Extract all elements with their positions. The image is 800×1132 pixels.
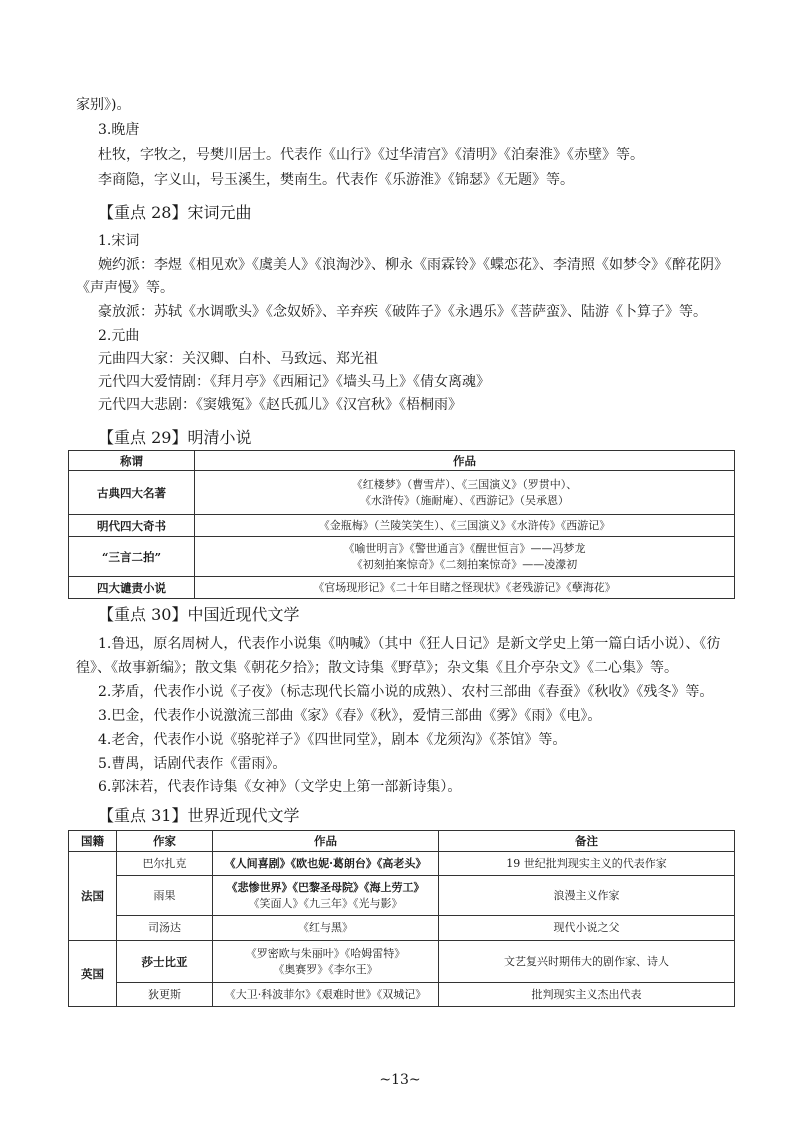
section-30-line: 5.曹禺，话剧代表作《雷雨》。 (98, 756, 287, 772)
works-line: 《大卫·科波菲尔》《艰难时世》《双城记》 (224, 987, 427, 1001)
section-30-line: 4.老舍，代表作小说《骆驼祥子》《四世同堂》，剧本《龙须沟》《茶馆》等。 (98, 732, 567, 748)
author-cell: 雨果 (117, 876, 213, 916)
title-cell: 四大谴责小说 (69, 577, 195, 599)
title-cell: “三言二拍” (69, 537, 195, 577)
note-cell: 现代小说之父 (439, 916, 735, 941)
works-cell (195, 577, 735, 599)
works-cell (213, 916, 439, 941)
world-literature-table (68, 830, 735, 1007)
works-cell (213, 852, 439, 876)
ming-qing-novels-table (68, 450, 735, 599)
table-row (69, 537, 735, 577)
works-cell (213, 876, 439, 916)
table-header: 备注 (439, 831, 735, 852)
table-row (69, 983, 735, 1007)
works-line: 《红与黑》 (298, 921, 353, 934)
section-30-line: 徨》、《故事新编》；散文集《朝花夕拾》；散文诗集《野草》；杂文集《且介亭杂文》《二心集》等。 (76, 660, 678, 676)
late-tang-line: 李商隐，字义山，号玉溪生，樊南生。代表作《乐游淮》《锦瑟》《无题》等。 (98, 172, 574, 188)
section-28-line: 元曲四大家：关汉卿、白朴、马致远、郑光祖 (98, 351, 378, 367)
table-header: 国籍 (69, 831, 117, 852)
table-header: 称谓 (69, 451, 195, 471)
table-row (69, 515, 735, 537)
author-cell: 狄更斯 (117, 983, 213, 1007)
works-line: 《罗密欧与朱丽叶》《哈姆雷特》 (245, 946, 406, 960)
table-header-row (69, 451, 735, 471)
table-row (69, 577, 735, 599)
works-cell (213, 941, 439, 983)
section-28-line: 元代四大悲剧：《窦娥冤》《赵氏孤儿》《汉宫秋》《梧桐雨》 (98, 397, 462, 413)
section-30-line: 6.郭沫若，代表作诗集《女神》（文学史上第一部新诗集）。 (98, 779, 462, 795)
section-31-title: 【重点 31】世界近现代文学 (98, 806, 300, 825)
section-30-title: 【重点 30】中国近现代文学 (98, 605, 300, 624)
section-28-line: 婉约派：李煜《相见欢》《虞美人》《浪淘沙》、柳永《雨霖铃》《蝶恋花》、李清照《如梦令》《醉花阴》 (98, 257, 728, 273)
table-header-row (69, 831, 735, 852)
works-line: 《喻世明言》《警世通言》《醒世恒言》——冯梦龙 (343, 541, 586, 555)
table-row (69, 876, 735, 916)
works-line: 《红楼梦》（曹雪芹）、《三国演义》（罗贯中）、 (351, 477, 578, 491)
country-cell: 法国 (69, 852, 117, 941)
works-line: 《金瓶梅》（兰陵笑笑生）、《三国演义》《水浒传》《西游记》 (318, 518, 611, 532)
note-cell: 文艺复兴时期伟大的剧作家、诗人 (439, 941, 735, 983)
works-line: 《水浒传》（施耐庵）、《西游记》（吴承恩） (360, 493, 569, 507)
table-row (69, 916, 735, 941)
section-28-line: 豪放派：苏轼《水调歌头》《念奴娇》、辛弃疾《破阵子》《永遇乐》《菩萨蛮》、陆游《卜算子》等。 (98, 304, 707, 320)
table-header: 作品 (213, 831, 439, 852)
section-28-line: 元代四大爱情剧：《拜月亭》《西厢记》《墙头马上》《倩女离魂》 (98, 374, 490, 390)
works-line: 《奥赛罗》《李尔王》 (273, 962, 378, 976)
section-28-line: 2.元曲 (98, 328, 140, 344)
works-cell (195, 537, 735, 577)
page-number: ~13~ (379, 1072, 421, 1088)
note-cell: 19 世纪批判现实主义的代表作家 (439, 852, 735, 876)
country-cell: 英国 (69, 941, 117, 1007)
table-row (69, 471, 735, 515)
late-tang-heading: 3.晚唐 (98, 122, 140, 138)
table-row (69, 941, 735, 983)
works-line: 《人间喜剧》《欧也妮·葛朗台》《高老头》 (224, 856, 427, 870)
works-line: 《笑面人》《九三年》《光与影》 (248, 896, 403, 910)
section-30-line: 2.茅盾，代表作小说《子夜》（标志现代长篇小说的成熟）、农村三部曲《春蚕》《秋收》《残冬》等。 (98, 684, 714, 700)
works-cell (195, 515, 735, 537)
works-line: 《官场现形记》《二十年目睹之怪现状》《老残游记》《孽海花》 (313, 580, 616, 594)
works-line: 《悲惨世界》《巴黎圣母院》《海上劳工》 (226, 880, 425, 894)
author-cell: 司汤达 (117, 916, 213, 941)
section-28-title: 【重点 28】宋词元曲 (98, 203, 252, 222)
table-header: 作品 (195, 451, 735, 471)
section-30-line: 1.鲁迅，原名周树人，代表作小说集《呐喊》（其中《狂人日记》是新文学史上第一篇白话小说）、《彷 (98, 636, 721, 652)
works-line: 《初刻拍案惊奇》《二刻拍案惊奇》——凌濛初 (351, 557, 578, 571)
intro-tail: 家别》)。 (76, 97, 131, 113)
section-28-line: 1.宋词 (98, 233, 140, 249)
note-cell: 浪漫主义作家 (439, 876, 735, 916)
author-cell: 巴尔扎克 (117, 852, 213, 876)
table-header: 作家 (117, 831, 213, 852)
works-cell (213, 983, 439, 1007)
title-cell: 古典四大名著 (69, 471, 195, 515)
section-28-line: 《声声慢》等。 (76, 280, 174, 296)
section-29-title: 【重点 29】明清小说 (98, 428, 252, 447)
title-cell: 明代四大奇书 (69, 515, 195, 537)
table-row (69, 852, 735, 876)
note-cell: 批判现实主义杰出代表 (439, 983, 735, 1007)
works-cell (195, 471, 735, 515)
author-cell: 莎士比亚 (117, 941, 213, 983)
late-tang-line: 杜牧，字牧之，号樊川居士。代表作《山行》《过华清宫》《清明》《泊秦淮》《赤壁》等。 (98, 147, 644, 163)
section-30-line: 3.巴金，代表作小说激流三部曲《家》《春》《秋》，爱情三部曲《雾》《雨》《电》。 (98, 708, 602, 724)
